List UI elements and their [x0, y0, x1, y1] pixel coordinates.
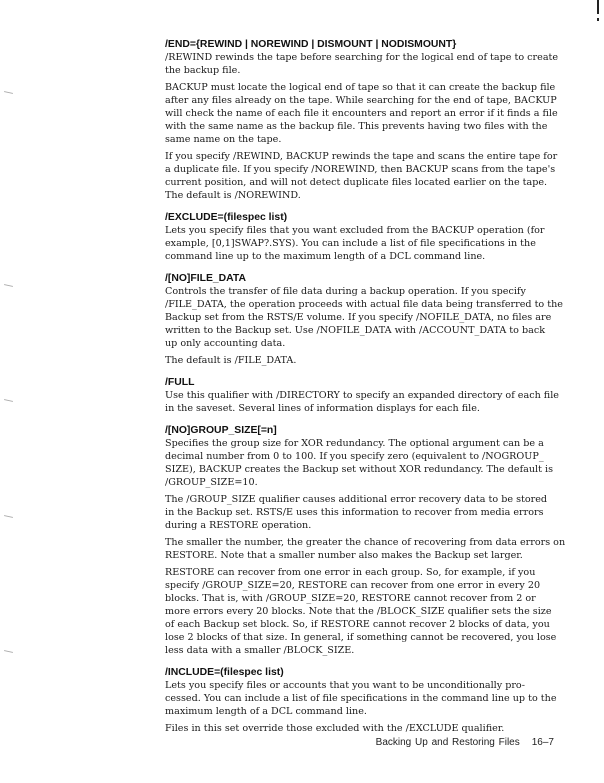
- text-line: /FILE_DATA, the operation proceeds with actual file data being transferred to the: [165, 299, 563, 310]
- text-line: with the same name as the backup file. This prevents having two files with the: [165, 121, 548, 132]
- qualifier-heading: /INCLUDE=(filespec list): [165, 667, 284, 678]
- text-line: more errors every 20 blocks. Note that the /BLOCK_SIZE qualifier sets the size: [165, 606, 552, 617]
- paragraph: [165, 437, 560, 489]
- paragraph: [165, 536, 566, 562]
- text-line: will check the name of each file it encounters and report an error if it finds a file: [165, 108, 558, 119]
- text-line: during a RESTORE operation.: [165, 520, 312, 531]
- paragraph: [165, 81, 560, 146]
- qualifier-section: [165, 38, 560, 202]
- margin-mark: [4, 650, 13, 653]
- text-line: Specifies the group size for XOR redundancy. The optional argument can be a: [165, 438, 544, 449]
- text-line: The smaller the number, the greater the chance of recovering from data errors on: [165, 537, 566, 548]
- margin-mark: [4, 399, 13, 402]
- paragraph: [165, 566, 560, 657]
- text-line: Lets you specify files that you want excluded from the BACKUP operation (for: [165, 225, 545, 236]
- page-footer: [376, 737, 554, 748]
- text-line: The default is /FILE_DATA.: [165, 355, 297, 366]
- text-line: the backup file.: [165, 65, 241, 76]
- qualifier-section: [165, 666, 560, 735]
- paragraph: [165, 51, 560, 77]
- text-line: BACKUP must locate the logical end of tape so that it can create the backup file: [165, 82, 556, 93]
- chapter-title: Backing Up and Restoring Files: [375, 737, 520, 748]
- scan-edge-mark: [597, 0, 599, 14]
- scan-edge-mark: [597, 18, 599, 21]
- qualifier-heading: /END={REWIND | NOREWIND | DISMOUNT | NODISMOUNT}: [165, 39, 457, 50]
- paragraph: [165, 354, 560, 367]
- qualifier-heading: /[NO]FILE_DATA: [165, 273, 246, 284]
- text-line: Files in this set override those excluded with the /EXCLUDE qualifier.: [165, 723, 505, 734]
- text-line: lose 2 blocks of that size. In general, if something cannot be recovered, you lose: [165, 632, 557, 643]
- qualifier-section: [165, 424, 566, 657]
- text-line: in the saveset. Several lines of information displays for each file.: [165, 403, 480, 414]
- qualifier-heading: /FULL: [165, 377, 195, 388]
- text-line: /GROUP_SIZE=10.: [165, 477, 258, 488]
- text-line: RESTORE. Note that a smaller number also makes the Backup set larger.: [165, 550, 523, 561]
- text-line: Controls the transfer of file data during a backup operation. If you specify: [165, 286, 526, 297]
- text-line: SIZE), BACKUP creates the Backup set without XOR redundancy. The default is: [165, 464, 553, 475]
- text-line: in the Backup set. RSTS/E uses this information to recover from media errors: [165, 507, 544, 518]
- text-line: cessed. You can include a list of file specifications in the command line up to the: [165, 693, 557, 704]
- text-line: decimal number from 0 to 100. If you specify zero (equivalent to /NOGROUP_: [165, 451, 544, 462]
- text-line: specify /GROUP_SIZE=20, RESTORE can recover from one error in every 20: [165, 580, 541, 591]
- paragraph: [165, 493, 560, 532]
- page-number: 16–7: [531, 737, 554, 748]
- paragraph: [165, 722, 560, 735]
- paragraph: [165, 150, 560, 202]
- paragraph: [165, 285, 563, 350]
- text-line: RESTORE can recover from one error in each group. So, for example, if you: [165, 567, 536, 578]
- text-line: /REWIND rewinds the tape before searching for the logical end of tape to create: [165, 52, 559, 63]
- paragraph: [165, 679, 560, 718]
- margin-mark: [4, 284, 13, 287]
- qualifier-section: [165, 211, 560, 263]
- text-line: maximum length of a DCL command line.: [165, 706, 367, 717]
- text-line: a duplicate file. If you specify /NOREWIND, then BACKUP scans from the tape's: [165, 164, 556, 175]
- paragraph: [165, 389, 560, 415]
- text-line: command line up to the maximum length of a DCL command line.: [165, 251, 486, 262]
- margin-mark: [4, 91, 13, 94]
- text-line: same name on the tape.: [165, 134, 282, 145]
- text-line: after any files already on the tape. While searching for the end of tape, BACKUP: [165, 95, 557, 106]
- text-line: Backup set from the RSTS/E volume. If you specify /NOFILE_DATA, no files are: [165, 312, 552, 323]
- margin-mark: [4, 515, 13, 518]
- text-line: of each Backup set block. So, if RESTORE cannot recover 2 blocks of data, you: [165, 619, 550, 630]
- document-body: [165, 38, 566, 744]
- text-line: Use this qualifier with /DIRECTORY to specify an expanded directory of each file: [165, 390, 559, 401]
- qualifier-heading: /[NO]GROUP_SIZE[=n]: [165, 425, 277, 436]
- text-line: up only accounting data.: [165, 338, 286, 349]
- text-line: The default is /NOREWIND.: [165, 190, 301, 201]
- text-line: blocks. That is, with /GROUP_SIZE=20, RESTORE cannot recover from 2 or: [165, 593, 536, 604]
- text-line: current position, and will not detect duplicate files located earlier on the tape.: [165, 177, 548, 188]
- text-line: Lets you specify files or accounts that you want to be unconditionally pro-: [165, 680, 525, 691]
- text-line: If you specify /REWIND, BACKUP rewinds the tape and scans the entire tape for: [165, 151, 558, 162]
- text-line: The /GROUP_SIZE qualifier causes additional error recovery data to be stored: [165, 494, 548, 505]
- qualifier-heading: /EXCLUDE=(filespec list): [165, 212, 288, 223]
- text-line: example, [0,1]SWAP?.SYS). You can include a list of file specifications in the: [165, 238, 536, 249]
- paragraph: [165, 224, 560, 263]
- text-line: written to the Backup set. Use /NOFILE_DATA with /ACCOUNT_DATA to back: [165, 325, 546, 336]
- qualifier-section: [165, 376, 560, 415]
- text-line: less data with a smaller /BLOCK_SIZE.: [165, 645, 355, 656]
- qualifier-section: [165, 272, 563, 367]
